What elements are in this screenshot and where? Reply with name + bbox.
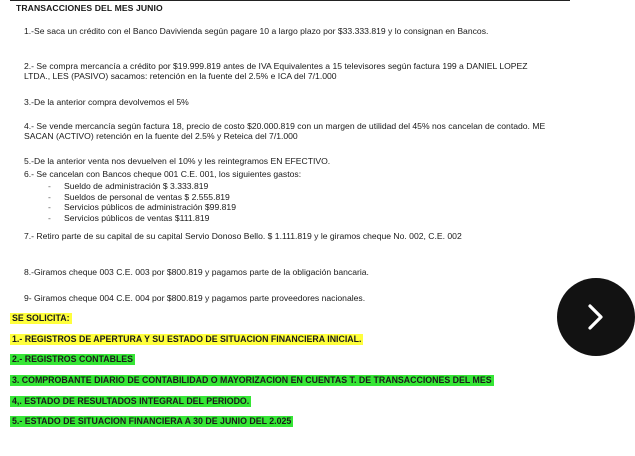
requests-title: SE SOLICITA: xyxy=(12,313,70,323)
transaction-3: 3.-De la anterior compra devolvemos el 5% xyxy=(24,97,189,107)
chevron-right-icon xyxy=(585,303,607,331)
list-item: - Servicios públicos de administración $99.819 xyxy=(48,202,236,213)
transaction-2: 2.- Se compra mercancía a crédito por $19.999.819 antes de IVA Equivalentes a 15 televisores según factura 199 a DANIEL LOPEZ LTDA., LES (PASIVO) sacamos: retención en la fuente del 2.5% e ICA del 7/1.000 xyxy=(24,61,528,81)
bullet-icon: - xyxy=(48,191,51,202)
list-item: - Sueldos de personal de ventas $ 2.555.819 xyxy=(48,191,230,202)
bullet-icon: - xyxy=(48,181,51,192)
request-item-1: 1.- REGISTROS DE APERTURA Y SU ESTADO DE SITUACION FINANCIERA INICIAL. xyxy=(12,334,362,344)
list-item: - Sueldo de administración $ 3.333.819 xyxy=(48,181,209,192)
transaction-5: 5.-De la anterior venta nos devuelven el 10% y les reintegramos EN EFECTIVO. xyxy=(24,156,331,166)
transaction-9: 9- Giramos cheque 004 C.E. 004 por $800.819 y pagamos parte proveedores nacionales. xyxy=(24,293,366,303)
transaction-6: 6.- Se cancelan con Bancos cheque 001 C.E. 001, los siguientes gastos: xyxy=(24,169,302,179)
transaction-1: 1.-Se saca un crédito con el Banco Davivienda según pagare 10 a largo plazo por $33.333.819 y lo consignan en Bancos. xyxy=(24,26,489,36)
bullet-icon: - xyxy=(48,212,51,223)
transaction-8: 8.-Giramos cheque 003 C.E. 003 por $800.819 y pagamos parte de la obligación bancaria. xyxy=(24,267,369,277)
transaction-4: 4.- Se vende mercancía según factura 18, precio de costo $20.000.819 con un margen de utilidad del 45% nos cancelan de contado. ME SACAN (ACTIVO) retención en la fuente del 2.5% y Reteica del 7/1.000 xyxy=(24,121,546,141)
expense-list xyxy=(48,181,236,223)
request-item-5: 5.- ESTADO DE SITUACION FINANCIERA A 30 DE JUNIO DEL 2.025 xyxy=(12,416,292,426)
transaction-7: 7.- Retiro parte de su capital de su capital Servio Donoso Bello. $ 1.111.819 y le giramos cheque No. 002, C.E. 002 xyxy=(24,231,462,241)
request-item-2: 2.- REGISTROS CONTABLES xyxy=(12,354,134,364)
bullet-icon: - xyxy=(48,202,51,213)
page-title: TRANSACCIONES DEL MES JUNIO xyxy=(16,3,163,13)
request-item-3: 3. COMPROBANTE DIARIO DE CONTABILIDAD O MAYORIZACION EN CUENTAS T. DE TRANSACCIONES DEL MES xyxy=(12,375,492,385)
request-item-4: 4,. ESTADO DE RESULTADOS INTEGRAL DEL PERIODO. xyxy=(12,396,250,406)
next-button[interactable] xyxy=(557,278,635,356)
list-item: - Servicios públicos de ventas $111.819 xyxy=(48,212,210,223)
top-border xyxy=(10,0,570,1)
